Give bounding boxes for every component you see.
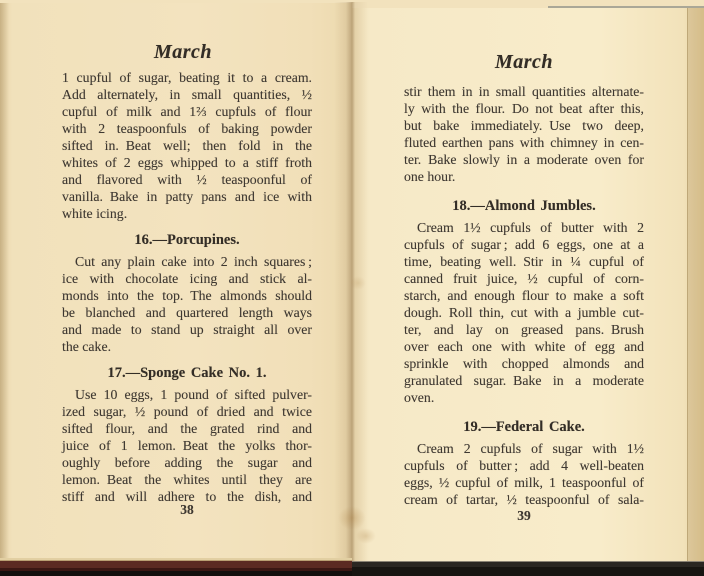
text-line: and made to stand up straight all over xyxy=(62,322,312,337)
text-line: over each one with white of egg and xyxy=(404,339,644,354)
text-line: lemon. Beat the whites until they are xyxy=(62,472,312,487)
text-line: fluted earthen pans with chimney in cen- xyxy=(404,135,644,150)
text-line: oven. xyxy=(404,390,435,405)
text-line: eggs, ½ cupful of milk, 1 teaspoonful of xyxy=(404,475,644,490)
text-line: stiff and will adhere to the dish, and xyxy=(62,489,312,504)
text-line: sifted in. Beat well; then fold in the xyxy=(62,138,312,153)
text-line: monds into the top. The almonds should xyxy=(62,288,312,303)
text-line: Cut any plain cake into 2 inch squares ; xyxy=(75,254,312,269)
text-line: vanilla. Bake in patty pans and ice with xyxy=(62,189,312,204)
book-cover-bottom-right-edge xyxy=(352,561,704,576)
text-line: cupfuls of butter ; add 4 well-beaten xyxy=(404,458,644,473)
text-line: with 2 teaspoonfuls of baking powder xyxy=(62,121,312,136)
text-line: sifted flour, and the grated rind and xyxy=(62,421,312,436)
text-line: canned fruit juice, ½ cupful of corn- xyxy=(404,271,644,286)
recipe-paragraph xyxy=(62,386,312,505)
recipe-paragraph xyxy=(62,69,312,222)
text-line: Cream 2 cupfuls of sugar with 1½ xyxy=(417,441,644,456)
text-line: one hour. xyxy=(404,169,456,184)
text-line: dough. Roll thin, cut with a jumble cut- xyxy=(404,305,644,320)
text-line: Cream 1½ cupfuls of butter with 2 xyxy=(417,220,644,235)
text-line: time, beating well. Stir in ¼ cupful of xyxy=(404,254,644,269)
text-line: oughly before adding the sugar and xyxy=(62,455,312,470)
page-right xyxy=(352,8,704,562)
text-line: and flavored with ½ teaspoonful of xyxy=(62,172,312,187)
text-line: starch, and enough flour to make a soft xyxy=(404,288,644,303)
recipe-paragraph xyxy=(404,219,644,406)
page-number: 38 xyxy=(180,502,194,517)
text-line: whites of 2 eggs whipped to a stiff froth xyxy=(62,155,312,170)
text-line: cupfuls of sugar ; add 6 eggs, one at a xyxy=(404,237,644,252)
recipe-paragraph xyxy=(404,83,644,185)
text-line: ter. Bake slowly in a moderate oven for xyxy=(404,152,644,167)
text-line: but bake immediately. Use two deep, xyxy=(404,118,644,133)
page-body xyxy=(404,83,644,508)
text-line: ized sugar, ½ pound of dried and twice xyxy=(62,404,312,419)
recipe-heading: 17.—Sponge Cake No. 1. xyxy=(107,365,267,381)
text-line: Use 10 eggs, 1 pound of sifted pulver- xyxy=(75,387,312,402)
text-line: white icing. xyxy=(62,206,128,221)
running-head: March xyxy=(153,41,213,63)
text-line: sprinkle with chopped almonds and xyxy=(404,356,644,371)
text-line: cream of tartar, ½ teaspoonful of sala- xyxy=(404,492,644,507)
text-line: ly with the flour. Do not beat after this, xyxy=(404,101,644,116)
text-line: be blanched and quartered length ways xyxy=(62,305,312,320)
text-line: granulated sugar. Bake in a moderate xyxy=(404,373,644,388)
recipe-heading: 18.—Almond Jumbles. xyxy=(452,198,596,214)
recipe-paragraph xyxy=(404,440,644,508)
recipe-heading: 16.—Porcupines. xyxy=(134,232,240,248)
recipe-paragraph xyxy=(62,253,312,355)
text-line: 1 cupful of sugar, beating it to a cream. xyxy=(62,70,312,85)
page-left xyxy=(0,3,352,560)
text-line: ice with chocolate icing and stick al- xyxy=(62,271,312,286)
book-cover-bottom-left-edge xyxy=(0,558,352,576)
text-line: stir them in in small quantities alternate- xyxy=(404,84,644,99)
text-line: ter, and lay on greased pans. Brush xyxy=(404,322,644,337)
recipe-heading: 19.—Federal Cake. xyxy=(463,419,585,435)
running-head: March xyxy=(494,51,554,73)
page-number: 39 xyxy=(517,508,531,523)
text-line: cupful of milk and 1⅔ cupfuls of flour xyxy=(62,104,312,119)
text-line: juice of 1 lemon. Beat the yolks thor- xyxy=(62,438,312,453)
text-line: the cake. xyxy=(62,339,112,354)
page-body xyxy=(62,69,312,505)
text-line: Add alternately, in small quantities, ½ xyxy=(62,87,312,102)
